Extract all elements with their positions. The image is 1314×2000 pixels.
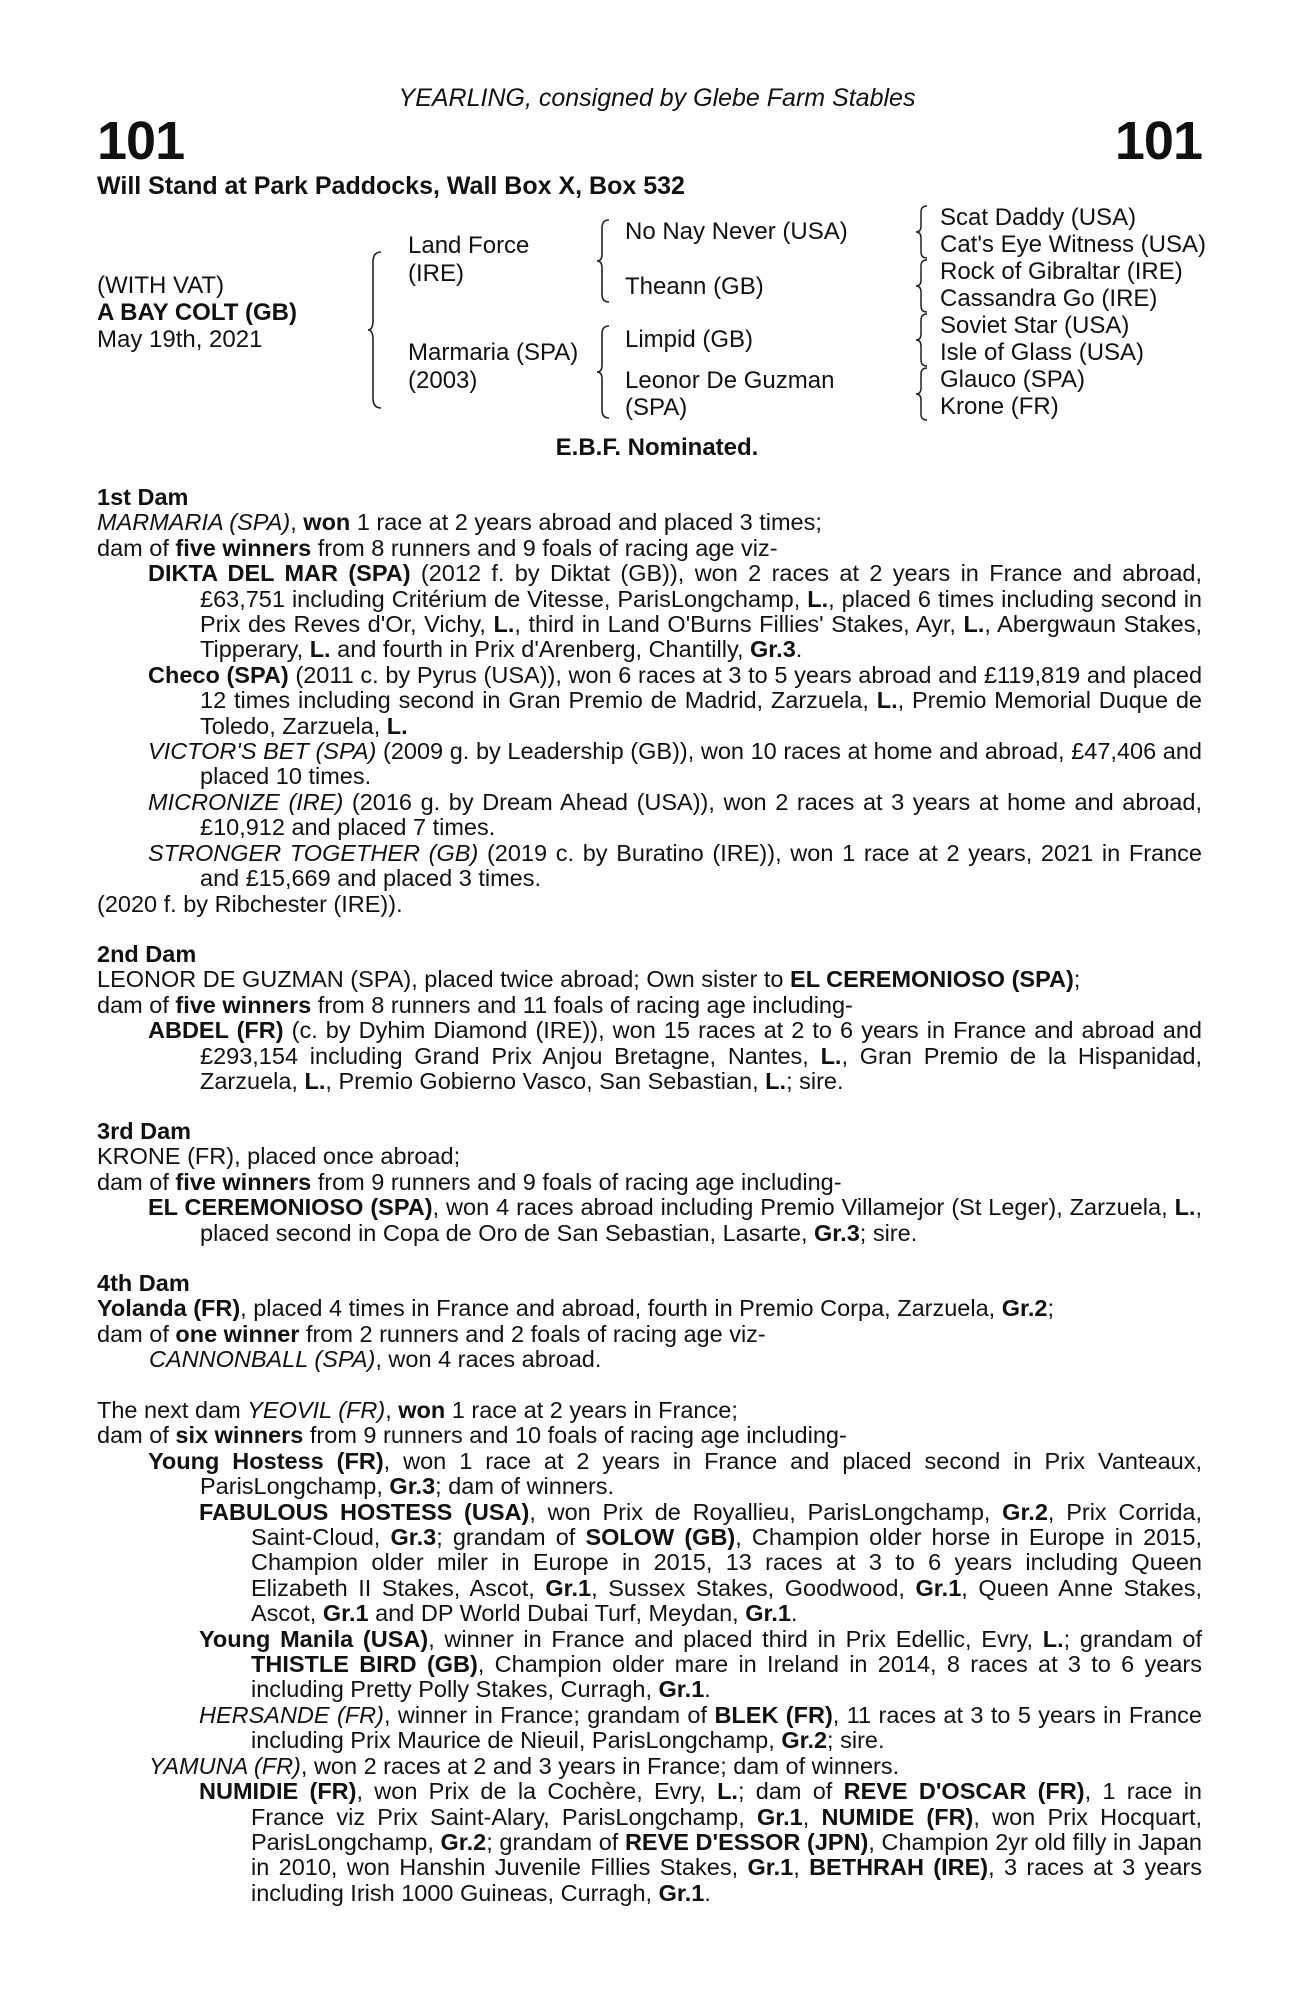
ebf-nominated: E.B.F. Nominated. <box>555 434 759 461</box>
progeny-entry: VICTOR'S BET (SPA) (2009 g. by Leadership (GB)), won 10 races at home and abroad, £47,406 and placed 10 times. <box>148 738 1202 790</box>
subject-vat: (WITH VAT) <box>97 272 225 299</box>
progeny-entry: FABULOUS HOSTESS (USA), won Prix de Royallieu, ParisLongchamp, Gr.2, Prix Corrida, Saint-Cloud, Gr.3; grandam of SOLOW (GB), Champion older horse in Europe in 2015, Champion older miler in Europe in 2015, 13 races at 3 to 6 years including Queen Elizabeth II Stakes, Ascot, Gr.1, Sussex Stakes, Goodwood, Gr.1, Queen Anne Stakes, Ascot, Gr.1 and DP World Dubai Turf, Meydan, Gr.1. <box>199 1498 1202 1627</box>
progeny-entry: ABDEL (FR) (c. by Dyhim Diamond (IRE)), won 15 races at 2 to 6 years in France and abroad and £293,154 including Grand Prix Anjou Bretagne, Nantes, L., Gran Premio de la Hispanidad, Zarzuela, L., Premio Gobierno Vasco, San Sebastian, L.; sire. <box>148 1017 1202 1095</box>
progeny-entry: DIKTA DEL MAR (SPA) (2012 f. by Diktat (GB)), won 2 races at 2 years in France and abroad, £63,751 including Critérium de Vitesse, ParisLongchamp, L., placed 6 times including second in Prix des Reves d'Or, Vichy, L., third in Land O'Burns Fillies' Stakes, Ayr, L., Abergwaun Stakes, Tipperary, L. and fourth in Prix d'Arenberg, Chantilly, Gr.3. <box>148 560 1202 663</box>
sire-dam: Theann (GB) <box>625 273 764 300</box>
next-dam-section: The next dam YEOVIL (FR), won 1 race at 2 years in France; dam of six winners from 9 runners and 10 foals of racing age including- Young Hostess (FR), won 1 race at 2 years in France and placed second in Prix Vanteaux, ParisLongchamp, Gr.3; dam of winners. FABULOUS HOSTESS (USA), won Prix de Royallieu, ParisLongchamp, Gr.2, Prix Corrida, Saint-Cloud, Gr.3; grandam of SOLOW (GB), Champion older horse in Europe in 2015, Champion older miler in Europe in 2015, 13 races at 3 to 6 years including Queen Elizabeth II Stakes, Ascot, Gr.1, Sussex Stakes, Goodwood, Gr.1, Queen Anne Stakes, Ascot, Gr.1 and DP World Dubai Turf, Meydan, Gr.1. Young Manila (USA), winner in France and placed third in Prix Edellic, Evry, L.; grandam of THISTLE BIRD (GB), Champion older mare in Ireland in 2014, 8 races at 3 to 6 years including Pretty Polly Stakes, Curragh, Gr.1. HERSANDE (FR), winner in France; grandam of BLEK (FR), 11 races at 3 to 5 years in France including Prix Maurice de Nieuil, ParisLongchamp, Gr.2; sire. YAMUNA (FR), won 2 races at 2 and 3 years in France; dam of winners. NUMIDIE (FR), won Prix de la Cochère, Evry, L.; dam of REVE D'OSCAR (FR), 1 race in France viz Prix Saint-Alary, ParisLongchamp, Gr.1, NUMIDE (FR), won Prix Hocquart, ParisLongchamp, Gr.2; grandam of REVE D'ESSOR (JPN), Champion 2yr old filly in Japan in 2010, won Hanshin Juvenile Fillies Stakes, Gr.1, BETHRAH (IRE), 3 races at 3 years including Irish 1000 Guineas, Curragh, Gr.1. <box>97 1397 1203 1906</box>
dam-dam-sire: Glauco (SPA) <box>940 366 1085 393</box>
lot-number-right: 101 <box>1114 111 1202 171</box>
sire-sire-dam: Cat's Eye Witness (USA) <box>940 231 1206 258</box>
section-heading: 3rd Dam <box>97 1118 192 1144</box>
first-dam-section: 1st Dam MARMARIA (SPA), won 1 race at 2 years abroad and placed 3 times; dam of five winners from 8 runners and 9 foals of racing age viz- DIKTA DEL MAR (SPA) (2012 f. by Diktat (GB)), won 2 races at 2 years in France and abroad, £63,751 including Critérium de Vitesse, ParisLongchamp, L., placed 6 times including second in Prix des Reves d'Or, Vichy, L., third in Land O'Burns Fillies' Stakes, Ayr, L., Abergwaun Stakes, Tipperary, L. and fourth in Prix d'Arenberg, Chantilly, Gr.3. Checo (SPA) (2011 c. by Pyrus (USA)), won 6 races at 3 to 5 years abroad and £119,819 and placed 12 times including second in Gran Premio de Madrid, Zarzuela, L., Premio Memorial Duque de Toledo, Zarzuela, L. VICTOR'S BET (SPA) (2009 g. by Leadership (GB)), won 10 races at home and abroad, £47,406 and placed 10 times. MICRONIZE (IRE) (2016 g. by Dream Ahead (USA)), won 2 races at 3 years at home and abroad, £10,912 and placed 7 times. STRONGER TOGETHER (GB) (2019 c. by Buratino (IRE)), won 1 race at 2 years, 2021 in France and £15,669 and placed 3 times. (2020 f. by Ribchester (IRE)). <box>97 484 1203 917</box>
brace-ss <box>915 204 931 260</box>
progeny-entry: CANNONBALL (SPA), won 4 races abroad. <box>149 1346 602 1373</box>
consignor-line: YEARLING, consigned by Glebe Farm Stables <box>398 84 916 112</box>
sire-country: (IRE) <box>408 260 464 287</box>
progeny-entry: NUMIDIE (FR), won Prix de la Cochère, Evry, L.; dam of REVE D'OSCAR (FR), 1 race in France viz Prix Saint-Alary, ParisLongchamp, Gr.1, NUMIDE (FR), won Prix Hocquart, ParisLongchamp, Gr.2; grandam of REVE D'ESSOR (JPN), Champion 2yr old filly in Japan in 2010, won Hanshin Juvenile Fillies Stakes, Gr.1, BETHRAH (IRE), 3 races at 3 years including Irish 1000 Guineas, Curragh, Gr.1. <box>199 1778 1203 1906</box>
progeny-entry: YAMUNA (FR), won 2 races at 2 and 3 years in France; dam of winners. <box>149 1752 900 1779</box>
dam-dam-dam: Krone (FR) <box>940 393 1059 420</box>
dam-dam-country: (SPA) <box>625 394 688 421</box>
brace-ds <box>915 312 931 368</box>
brace-dam <box>596 324 614 420</box>
brace-sire <box>596 218 614 304</box>
progeny-entry: Checo (SPA) (2011 c. by Pyrus (USA)), won 6 races at 3 to 5 years abroad and £119,819 and placed 12 times including second in Gran Premio de Madrid, Zarzuela, L., Premio Memorial Duque de Toledo, Zarzuela, L. <box>148 661 1203 739</box>
dam-sire-dam: Isle of Glass (USA) <box>940 339 1145 366</box>
sire-sire: No Nay Never (USA) <box>625 218 848 245</box>
brace-dd <box>915 366 931 422</box>
sire-sire-sire: Scat Daddy (USA) <box>940 204 1137 231</box>
dam-name: Marmaria (SPA) <box>408 339 579 366</box>
progeny-entry: STRONGER TOGETHER (GB) (2019 c. by Buratino (IRE)), won 1 race at 2 years, 2021 in France and £15,669 and placed 3 times. <box>148 839 1202 892</box>
dam-sire-sire: Soviet Star (USA) <box>940 312 1130 339</box>
dam-year: (2003) <box>408 367 478 394</box>
sire-name: Land Force <box>408 232 530 259</box>
progeny-entry: MICRONIZE (IRE) (2016 g. by Dream Ahead (USA)), won 2 races at 3 years at home and abroad, £10,912 and placed 7 times. <box>148 788 1202 841</box>
dam-sire: Limpid (GB) <box>625 326 754 353</box>
progeny-entry: Young Manila (USA), winner in France and placed third in Prix Edellic, Evry, L.; grandam of THISTLE BIRD (GB), Champion older mare in Ireland in 2014, 8 races at 3 to 6 years including Pretty Polly Stakes, Curragh, Gr.1. <box>199 1625 1202 1703</box>
progeny-entry: (2020 f. by Ribchester (IRE)). <box>97 890 403 917</box>
third-dam-section: 3rd Dam KRONE (FR), placed once abroad; dam of five winners from 9 runners and 9 foals of racing age including- EL CEREMONIOSO (SPA), won 4 races abroad including Premio Villamejor (St Leger), Zarzuela, L., placed second in Copa de Oro de San Sebastian, Lasarte, Gr.3; sire. <box>97 1118 1202 1246</box>
progeny-entry: Young Hostess (FR), won 1 race at 2 years in France and placed second in Prix Vanteaux, ParisLongchamp, Gr.3; dam of winners. <box>148 1447 1202 1500</box>
stand-location: Will Stand at Park Paddocks, Wall Box X, Box 532 <box>97 172 685 200</box>
section-heading: 4th Dam <box>97 1270 190 1296</box>
lot-number-left: 101 <box>97 111 185 171</box>
subject-name: A BAY COLT (GB) <box>97 299 298 326</box>
sire-dam-dam: Cassandra Go (IRE) <box>940 285 1158 312</box>
subject-dob: May 19th, 2021 <box>97 326 263 353</box>
brace-subject <box>367 250 387 410</box>
sire-dam-sire: Rock of Gibraltar (IRE) <box>940 258 1183 285</box>
second-dam-section: 2nd Dam LEONOR DE GUZMAN (SPA), placed twice abroad; Own sister to EL CEREMONIOSO (SPA); dam of five winners from 8 runners and 11 foals of racing age including- ABDEL (FR) (c. by Dyhim Diamond (IRE)), won 15 races at 2 to 6 years in France and abroad and £293,154 including Grand Prix Anjou Bretagne, Nantes, L., Gran Premio de la Hispanidad, Zarzuela, L., Premio Gobierno Vasco, San Sebastian, L.; sire. <box>97 941 1202 1095</box>
section-heading: 1st Dam <box>97 484 189 510</box>
dam-dam-name: Leonor De Guzman <box>625 367 835 394</box>
brace-sd <box>915 258 931 314</box>
fourth-dam-section: 4th Dam Yolanda (FR), placed 4 times in France and abroad, fourth in Premio Corpa, Zarzuela, Gr.2; dam of one winner from 2 runners and 2 foals of racing age viz- CANNONBALL (SPA), won 4 races abroad. <box>97 1271 1202 1373</box>
section-heading: 2nd Dam <box>97 941 197 967</box>
progeny-entry: HERSANDE (FR), winner in France; grandam of BLEK (FR), 11 races at 3 to 5 years in France including Prix Maurice de Nieuil, ParisLongchamp, Gr.2; sire. <box>199 1701 1203 1754</box>
progeny-entry: EL CEREMONIOSO (SPA), won 4 races abroad including Premio Villamejor (St Leger), Zarzuela, L., placed second in Copa de Oro de San Sebastian, Lasarte, Gr.3; sire. <box>148 1194 1202 1246</box>
